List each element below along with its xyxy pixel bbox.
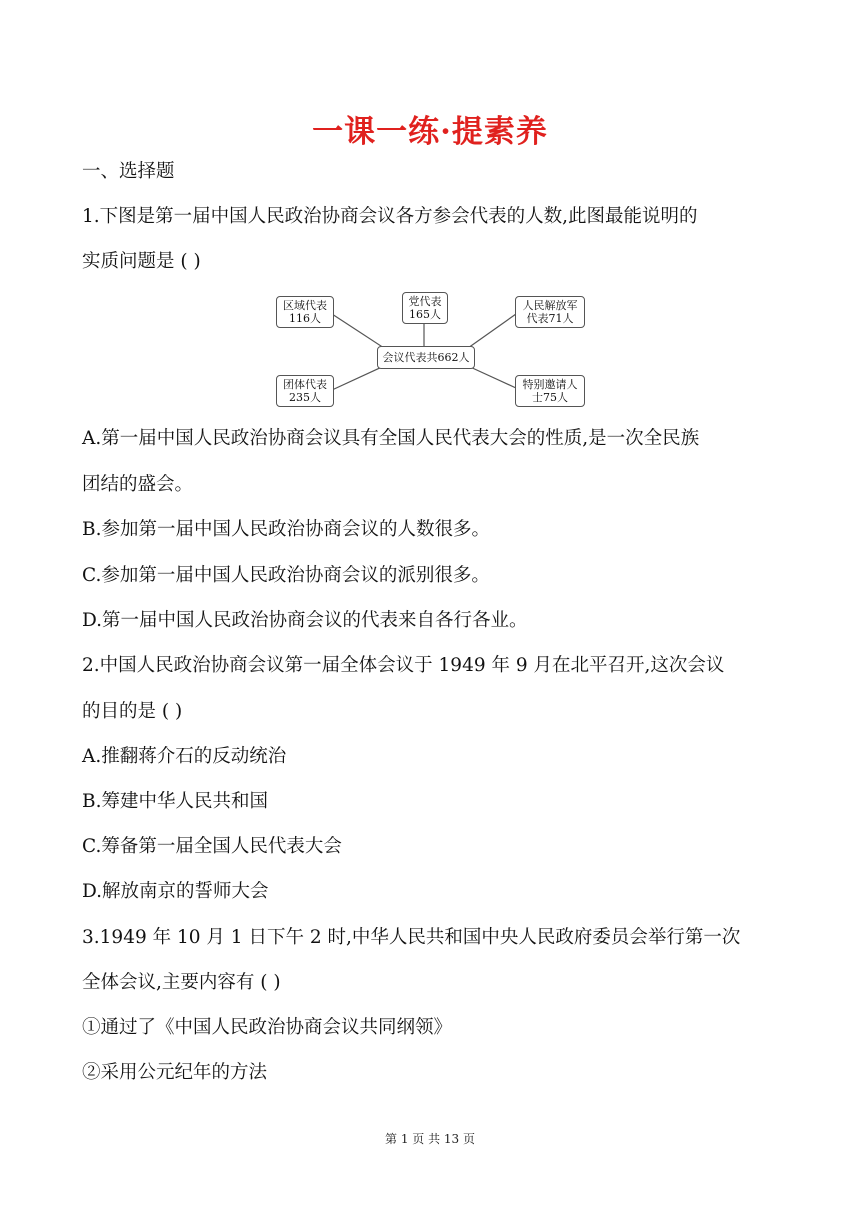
connector-group bbox=[332, 366, 384, 390]
q2-option-c: C.筹备第一届全国人民代表大会 bbox=[82, 836, 342, 857]
node-party-delegates: 党代表 165人 bbox=[402, 292, 448, 324]
page-title: 一课一练·提素养 bbox=[312, 114, 548, 150]
q3-stem-line1: 3.1949 年 10 月 1 日下午 2 时,中华人民共和国中央人民政府委员会举行第一次 bbox=[82, 927, 741, 948]
node-center-total: 会议代表共662人 bbox=[377, 346, 475, 369]
q1-option-b: B.参加第一届中国人民政治协商会议的人数很多。 bbox=[82, 519, 490, 540]
node-group-delegates: 团体代表 235人 bbox=[276, 375, 334, 407]
delegates-diagram bbox=[272, 290, 592, 412]
q1-stem-line2: 实质问题是 ( ) bbox=[82, 251, 201, 272]
q1-option-c: C.参加第一届中国人民政治协商会议的派别很多。 bbox=[82, 565, 490, 586]
q3-item-2: ②采用公元纪年的方法 bbox=[82, 1062, 268, 1083]
node-invited-delegates: 特别邀请人 士75人 bbox=[515, 375, 585, 407]
q2-stem-line1: 2.中国人民政治协商会议第一届全体会议于 1949 年 9 月在北平召开,这次会议 bbox=[82, 655, 725, 676]
q3-stem-line2: 全体会议,主要内容有 ( ) bbox=[82, 972, 281, 993]
q2-option-b: B.筹建中华人民共和国 bbox=[82, 791, 268, 812]
q2-stem-line2: 的目的是 ( ) bbox=[82, 701, 183, 722]
q3-item-1: ①通过了《中国人民政治协商会议共同纲领》 bbox=[82, 1017, 453, 1038]
q2-option-d: D.解放南京的誓师大会 bbox=[82, 881, 269, 902]
q1-stem-line1: 1.下图是第一届中国人民政治协商会议各方参会代表的人数,此图最能说明的 bbox=[82, 206, 698, 227]
q1-option-d: D.第一届中国人民政治协商会议的代表来自各行各业。 bbox=[82, 610, 528, 631]
q1-option-a-line2: 团结的盛会。 bbox=[82, 474, 194, 495]
section-heading: 一、选择题 bbox=[82, 161, 175, 182]
connector-regional bbox=[332, 314, 384, 348]
q2-option-a: A.推翻蒋介石的反动统治 bbox=[82, 746, 287, 767]
page-footer: 第 1 页 共 13 页 bbox=[385, 1132, 475, 1146]
connector-invited bbox=[468, 366, 516, 388]
q1-option-a-line1: A.第一届中国人民政治协商会议具有全国人民代表大会的性质,是一次全民族 bbox=[82, 428, 700, 449]
node-army-delegates: 人民解放军 代表71人 bbox=[515, 296, 585, 328]
node-regional-delegates: 区域代表 116人 bbox=[276, 296, 334, 328]
connector-army bbox=[468, 314, 516, 348]
